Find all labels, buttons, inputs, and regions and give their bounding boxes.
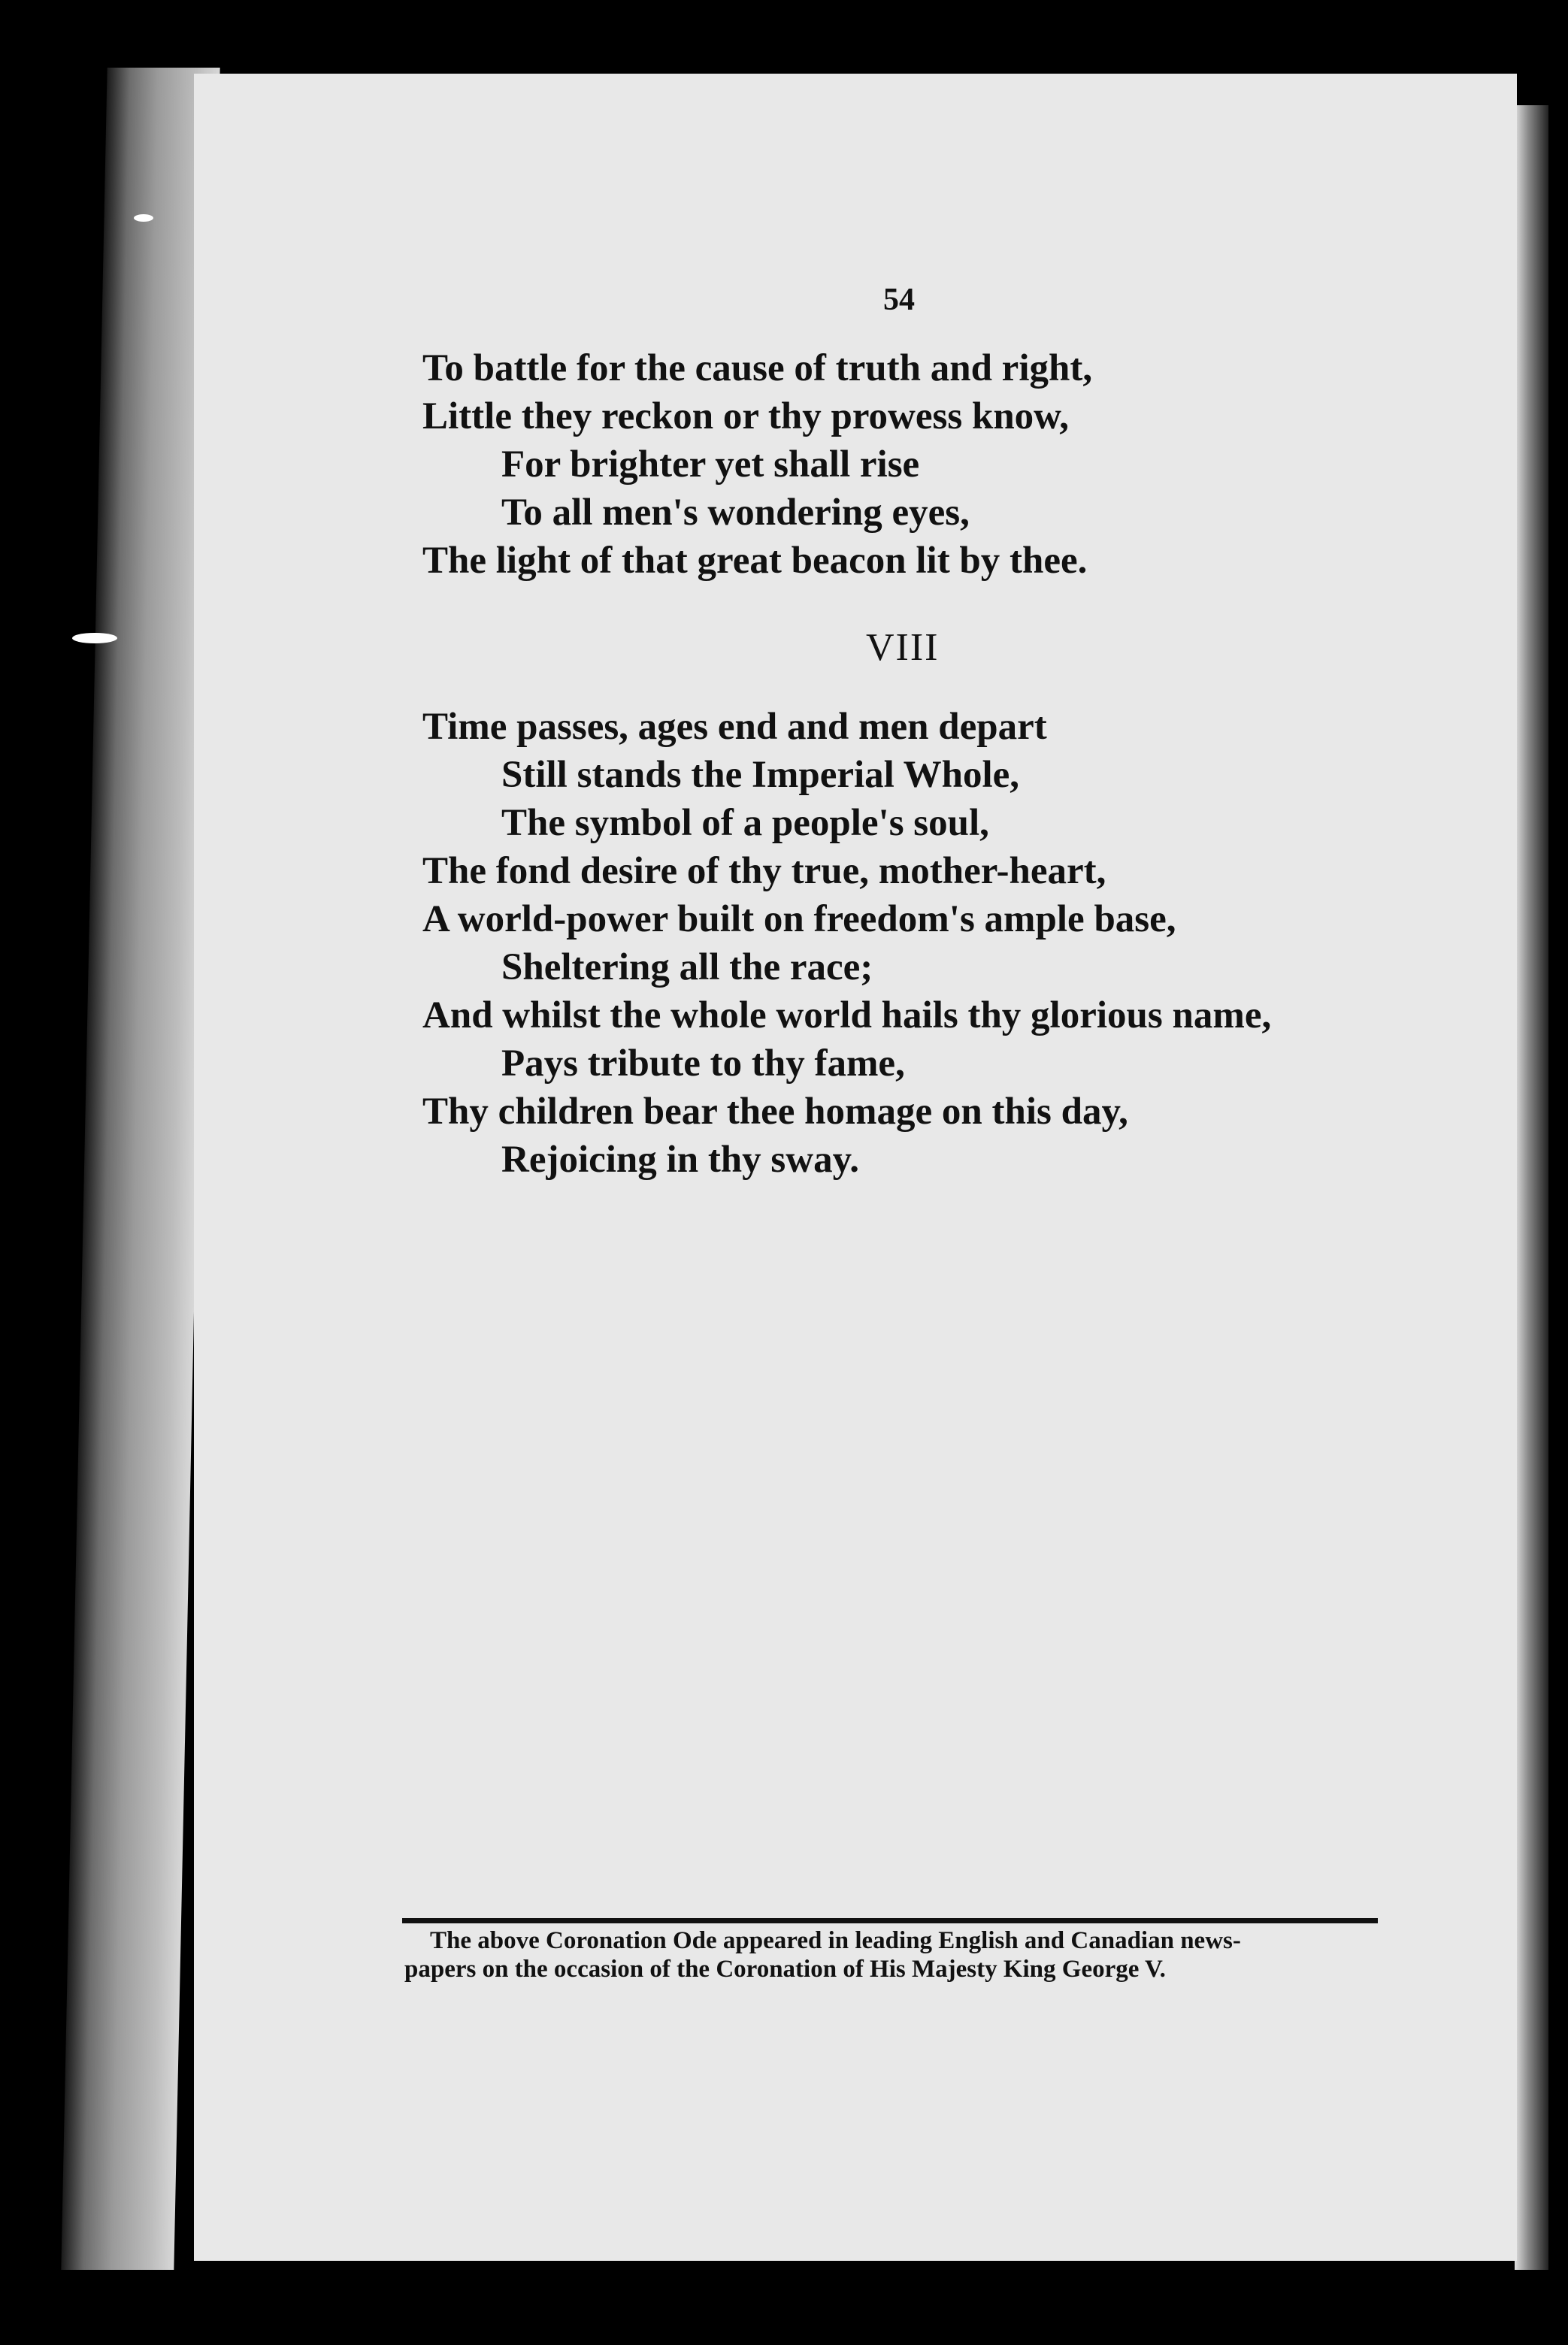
- poem-line: To battle for the cause of truth and right,: [422, 347, 1093, 389]
- footnote-line: The above Coronation Ode appeared in leading English and Canadian news-: [430, 1927, 1241, 1954]
- poem-line: The light of that great beacon lit by thee.: [422, 540, 1088, 582]
- scan-speck: [72, 633, 117, 643]
- footnote-line: papers on the occasion of the Coronation of His Majesty King George V.: [404, 1956, 1166, 1983]
- poem-line: For brighter yet shall rise: [501, 443, 920, 486]
- poem-line: To all men's wondering eyes,: [501, 492, 970, 534]
- stanza-1: [422, 344, 1092, 585]
- section-heading: VIII: [866, 626, 940, 669]
- stanza-2: [422, 703, 1271, 1184]
- poem-line: Pays tribute to thy fame,: [501, 1042, 905, 1085]
- poem-line: Rejoicing in thy sway.: [501, 1139, 860, 1181]
- poem-line: Time passes, ages end and men depart: [422, 706, 1047, 748]
- poem-line: Still stands the Imperial Whole,: [501, 754, 1020, 796]
- poem-line: The fond desire of thy true, mother-heart,: [422, 850, 1106, 892]
- poem-line: Little they reckon or thy prowess know,: [422, 395, 1069, 437]
- poem-line: Thy children bear thee homage on this day,: [422, 1091, 1128, 1133]
- poem-line: A world-power built on freedom's ample base,: [422, 898, 1176, 940]
- poem-line: The symbol of a people's soul,: [501, 802, 989, 844]
- footnote-rule: [402, 1918, 1378, 1923]
- book-right-edge: [1515, 105, 1548, 2270]
- footnote: [404, 1926, 1389, 1983]
- scan-speck: [134, 214, 153, 222]
- poem-line: And whilst the whole world hails thy glorious name,: [422, 994, 1272, 1036]
- page-number: 54: [883, 283, 915, 317]
- poem-line: Sheltering all the race;: [501, 946, 873, 988]
